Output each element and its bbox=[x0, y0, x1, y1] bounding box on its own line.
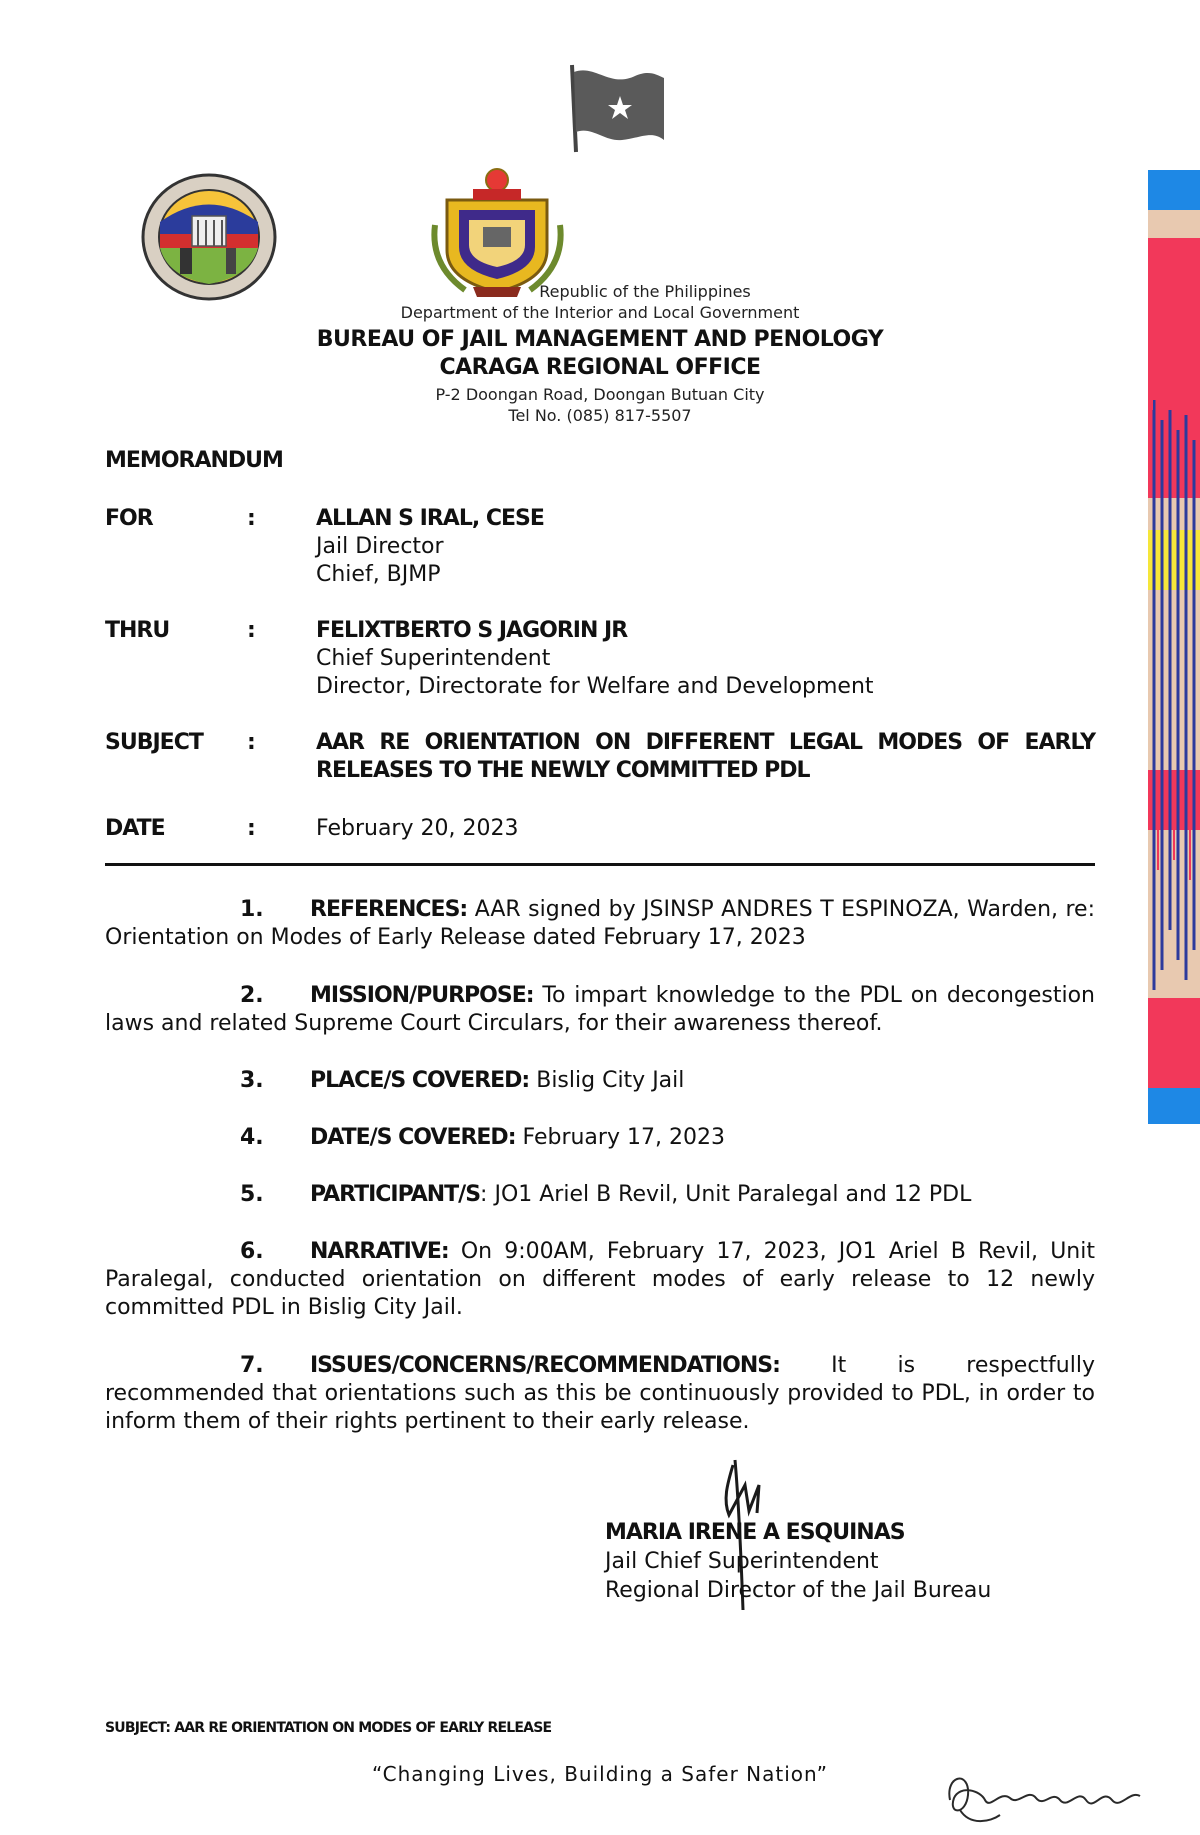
thru-label: THRU bbox=[105, 618, 170, 643]
decorative-color-stripe bbox=[1148, 170, 1200, 1124]
item-label: NARRATIVE: bbox=[310, 1239, 449, 1264]
signatory-rank: Jail Chief Superintendent bbox=[605, 1549, 879, 1574]
item-number: 7. bbox=[240, 1353, 264, 1378]
subject-line-2: RELEASES TO THE NEWLY COMMITTED PDL bbox=[316, 758, 810, 783]
subject-line-1: AAR RE ORIENTATION ON DIFFERENT LEGAL MODES OF EARLY bbox=[316, 730, 1095, 755]
thru-colon: : bbox=[247, 618, 256, 643]
subject-colon: : bbox=[247, 730, 256, 755]
item-number: 4. bbox=[240, 1125, 264, 1150]
signatory-position: Regional Director of the Jail Bureau bbox=[605, 1578, 992, 1603]
for-name: ALLAN S IRAL, CESE bbox=[316, 506, 544, 531]
item-text: February 17, 2023 bbox=[515, 1125, 725, 1150]
memo-title: MEMORANDUM bbox=[105, 448, 283, 473]
date-colon: : bbox=[247, 816, 256, 841]
footer-subject: SUBJECT: AAR RE ORIENTATION ON MODES OF EARLY RELEASE bbox=[105, 1720, 552, 1736]
paragraph-place bbox=[105, 1067, 1095, 1095]
paragraph-references bbox=[105, 896, 1095, 952]
initials-signature bbox=[940, 1760, 1150, 1830]
item-label: DATE/S COVERED: bbox=[310, 1125, 516, 1150]
header-address: P-2 Doongan Road, Doongan Butuan City bbox=[435, 385, 765, 404]
header-divider bbox=[105, 863, 1095, 866]
item-text: Bislig City Jail bbox=[529, 1068, 685, 1093]
item-label: PARTICIPANT/S bbox=[310, 1182, 481, 1207]
item-label: MISSION/PURPOSE: bbox=[310, 983, 534, 1008]
header-bureau: BUREAU OF JAIL MANAGEMENT AND PENOLOGY bbox=[316, 327, 884, 352]
header-office: CARAGA REGIONAL OFFICE bbox=[439, 355, 761, 380]
item-label: REFERENCES: bbox=[310, 897, 468, 922]
item-number: 3. bbox=[240, 1068, 264, 1093]
item-text: On 9:00AM, February 17, 2023, JO1 Ariel B Revil, Unit Paralegal, conducted orientation on different modes of early release to 12 newly committed PDL in Bislig City Jail. bbox=[105, 1239, 1095, 1320]
date-value: February 20, 2023 bbox=[316, 816, 519, 841]
header-country: Republic of the Philippines bbox=[539, 282, 751, 301]
item-number: 2. bbox=[240, 983, 264, 1008]
paragraph-date-covered bbox=[105, 1124, 1095, 1152]
for-colon: : bbox=[247, 506, 256, 531]
bjmp-seal-logo bbox=[140, 172, 278, 302]
for-title-2: Chief, BJMP bbox=[316, 562, 441, 587]
item-number: 1. bbox=[240, 897, 264, 922]
item-number: 5. bbox=[240, 1182, 264, 1207]
item-text: : JO1 Ariel B Revil, Unit Paralegal and 12 PDL bbox=[480, 1182, 972, 1207]
paragraph-recommendations bbox=[105, 1352, 1095, 1436]
for-label: FOR bbox=[105, 506, 153, 531]
item-label: PLACE/S COVERED: bbox=[310, 1068, 530, 1093]
subject-label: SUBJECT bbox=[105, 730, 203, 755]
header-tel: Tel No. (085) 817-5507 bbox=[508, 406, 692, 425]
thru-title-2: Director, Directorate for Welfare and Development bbox=[316, 674, 874, 699]
thru-name: FELIXTBERTO S JAGORIN JR bbox=[316, 618, 628, 643]
item-text: It is respectfully recommended that orientations such as this be continuously provided to PDL, in order to inform them of their rights pertinent to their early release. bbox=[105, 1353, 1095, 1434]
bjmp-caraga-shield-logo bbox=[425, 165, 570, 300]
paragraph-mission bbox=[105, 982, 1095, 1038]
paragraph-narrative bbox=[105, 1238, 1095, 1322]
item-label: ISSUES/CONCERNS/RECOMMENDATIONS: bbox=[310, 1353, 780, 1378]
footer-motto: “Changing Lives, Building a Safer Nation” bbox=[372, 1762, 828, 1786]
for-title-1: Jail Director bbox=[316, 534, 444, 559]
paragraph-participants bbox=[105, 1181, 1095, 1209]
flag-icon bbox=[560, 60, 670, 155]
header-department: Department of the Interior and Local Government bbox=[400, 303, 800, 322]
item-text: AAR signed by JSINSP ANDRES T ESPINOZA, Warden, re: Orientation on Modes of Early Release dated February 17, 2023 bbox=[105, 897, 1095, 950]
thru-title-1: Chief Superintendent bbox=[316, 646, 551, 671]
item-number: 6. bbox=[240, 1239, 264, 1264]
item-text: To impart knowledge to the PDL on decongestion laws and related Supreme Court Circulars, for their awareness thereof. bbox=[105, 983, 1095, 1036]
signatory-name: MARIA IRENE A ESQUINAS bbox=[605, 1520, 905, 1545]
date-label: DATE bbox=[105, 816, 165, 841]
